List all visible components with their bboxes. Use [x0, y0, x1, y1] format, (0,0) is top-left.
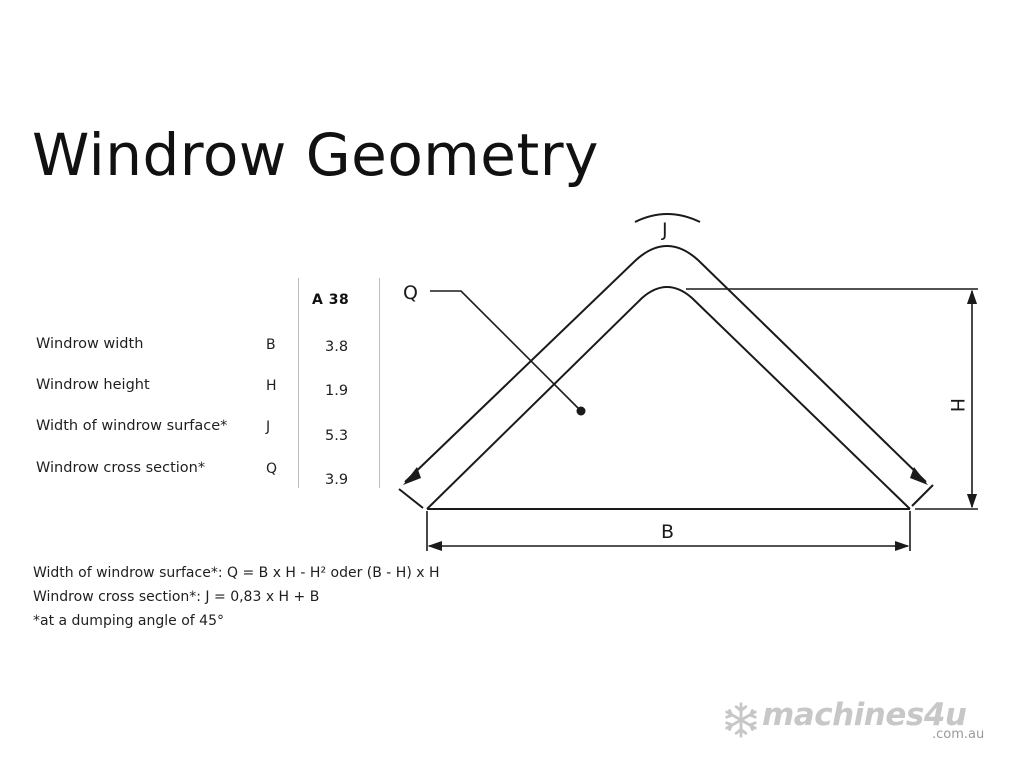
surface-line-j [405, 246, 926, 482]
row-value: 5.3 [325, 428, 349, 444]
brand-name: machines4u [762, 697, 967, 733]
row-label: Width of windrow surface* [36, 418, 228, 434]
label-j: J [662, 219, 668, 241]
row-symbol: B [266, 337, 276, 353]
note-line: Width of windrow surface*: Q = B x H - H² oder (B - H) x H [33, 565, 440, 581]
label-b: B [661, 521, 675, 543]
label-q: Q [403, 282, 418, 304]
row-label: Windrow width [36, 336, 144, 352]
row-symbol: H [266, 378, 277, 394]
note-line: Windrow cross section*: J = 0,83 x H + B [33, 589, 320, 605]
row-label: Windrow height [36, 377, 150, 393]
surface-end-tick-left [399, 489, 423, 508]
windrow-inner-profile [427, 287, 910, 509]
snowflake-gear-icon [722, 701, 760, 739]
row-symbol: J [266, 419, 271, 435]
q-leader-dot [577, 407, 586, 416]
page-title: Windrow Geometry [32, 121, 599, 189]
row-symbol: Q [266, 461, 278, 477]
brand-domain: .com.au [932, 727, 985, 742]
label-h: H [946, 398, 968, 413]
q-leader-line [430, 291, 581, 411]
row-value: 3.8 [325, 339, 349, 355]
row-value: 1.9 [325, 383, 349, 399]
note-line: *at a dumping angle of 45° [33, 613, 224, 629]
row-value: 3.9 [325, 472, 349, 488]
surface-end-tick-right [912, 485, 933, 506]
model-column-header: A 38 [312, 292, 350, 308]
row-label: Windrow cross section* [36, 460, 206, 476]
brand-logo [722, 697, 992, 744]
